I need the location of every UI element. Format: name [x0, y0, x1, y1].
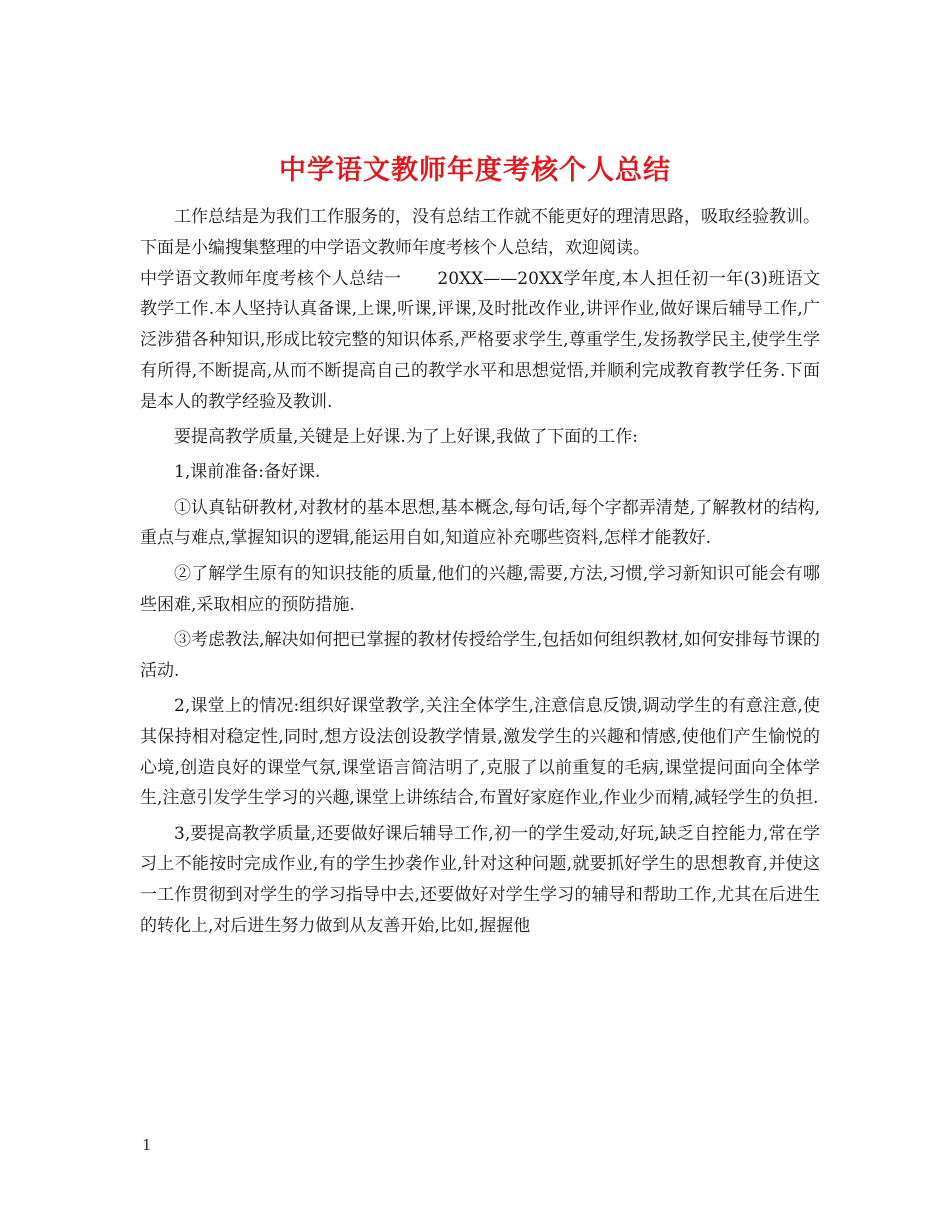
class-paragraph: 2,课堂上的情况:组织好课堂教学,关注全体学生,注意信息反馈,调动学生的有意注意,使其保持相对稳定性,同时,想方设法创设教学情景,激发学生的兴趣和情感,使他们产生愉悦的心境,创造良好的课堂气氛,课堂语言简洁明了,克服了以前重复的毛病,课堂提问面向全体学生,注意引发学生学习的兴趣,课堂上讲练结合,布置好家庭作业,作业少而精,减轻学生的负担.: [140, 695, 820, 809]
document-body: [140, 202, 820, 942]
document-title: 中学语文教师年度考核个人总结: [279, 155, 671, 187]
prep-item-1: ①认真钻研教材,对教材的基本思想,基本概念,每句话,每个字都弄清楚,了解教材的结构,重点与难点,掌握知识的逻辑,能运用自如,知道应补充哪些资料,怎样才能教好.: [140, 497, 820, 549]
section-text: 20XX——20XX学年度,本人担任初一年(3)班语文教学工作.本人坚持认真备课,上课,听课,评课,及时批改作业,讲评作业,做好课后辅导工作,广泛涉猎各种知识,形成比较完整的知识体系,严格要求学生,尊重学生,发扬教学民主,使学生学有所得,不断提高,从而不断提高自己的教学水平和思想觉悟,并顺利完成教育教学任务.下面是本人的教学经验及教训.: [140, 268, 820, 412]
prep-item-3: ③考虑教法,解决如何把已掌握的教材传授给学生,包括如何组织教材,如何安排每节课的活动.: [140, 629, 820, 681]
intro-paragraph: 工作总结是为我们工作服务的，没有总结工作就不能更好的理清思路，吸取经验教训。下面是小编搜集整理的中学语文教师年度考核个人总结，欢迎阅读。: [140, 207, 820, 258]
quality-paragraph: 要提高教学质量,关键是上好课.为了上好课,我做了下面的工作:: [174, 427, 638, 448]
section-heading: 中学语文教师年度考核个人总结一: [140, 268, 402, 289]
after-class-paragraph: 3,要提高教学质量,还要做好课后辅导工作,初一的学生爱动,好玩,缺乏自控能力,常在学习上不能按时完成作业,有的学生抄袭作业,针对这种问题,就要抓好学生的思想教育,并使这一工作贯彻到对学生的学习指导中去,还要做好对学生学习的辅导和帮助工作,尤其在后进生的转化上,对后进生努力做到从友善开始,比如,握握他: [140, 823, 820, 937]
prep-title-paragraph: 1,课前准备:备好课.: [174, 462, 321, 483]
page-number: 1: [142, 1136, 152, 1154]
prep-item-2: ②了解学生原有的知识技能的质量,他们的兴趣,需要,方法,习惯,学习新知识可能会有哪些困难,采取相应的预防措施.: [140, 563, 820, 615]
section-paragraph: [140, 264, 820, 418]
